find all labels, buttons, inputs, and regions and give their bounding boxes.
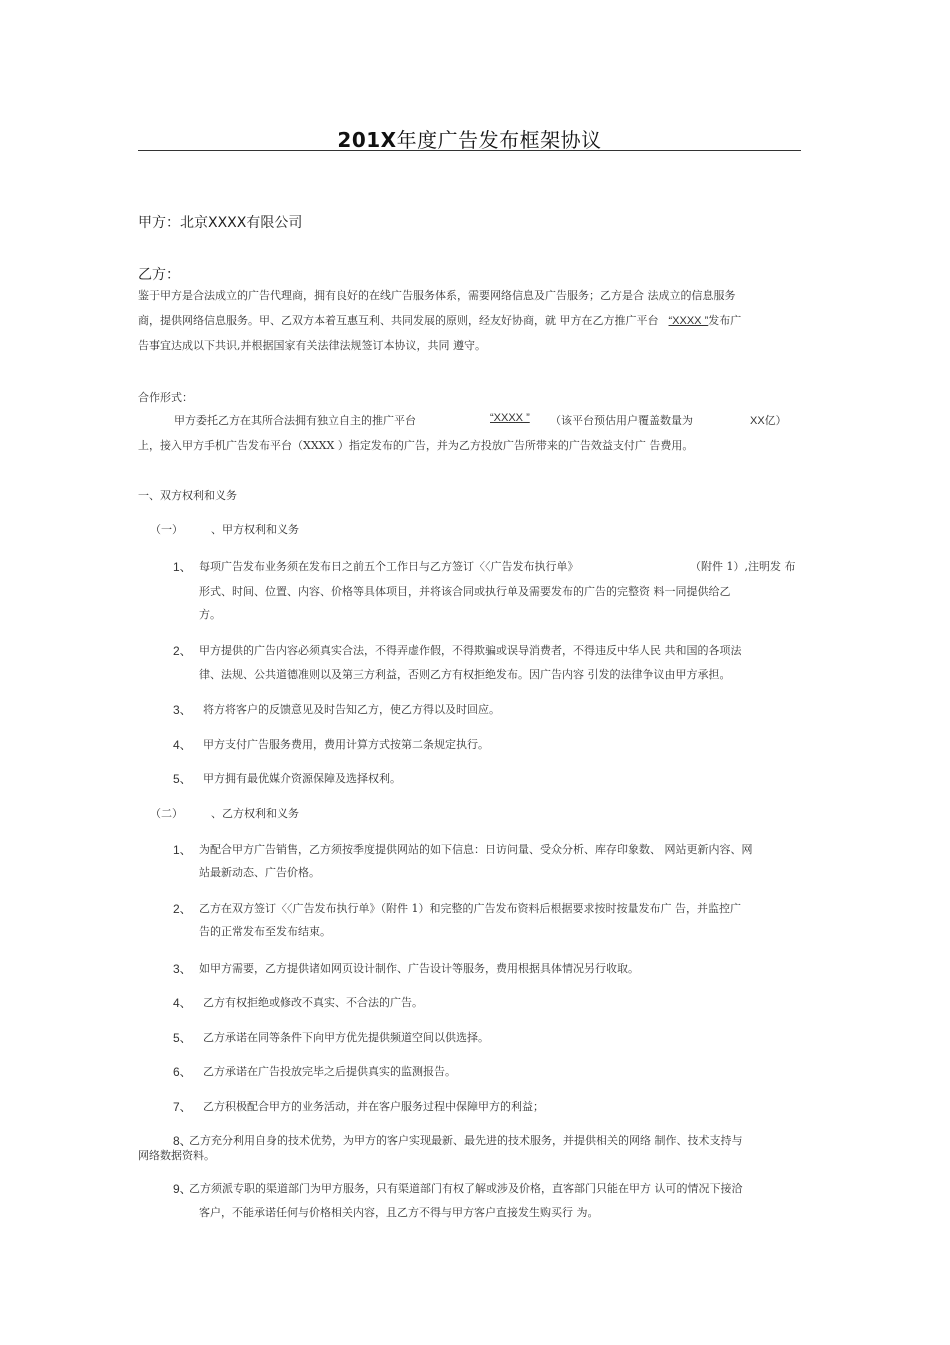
a-item-4-num: 4、: [173, 738, 192, 752]
a-item-1-line-2: 形式、时间、位置、内容、价格等具体项目，并将该合同或执行单及需要发布的广告的完整资 料一同提供给乙: [199, 585, 731, 598]
b-item-2-line-2: 告的正常发布至发布结束。: [199, 925, 331, 938]
sub-a-number: （一）: [150, 523, 183, 536]
coop-line-2: 上，接入甲方手机广告发布平台（XXXX ）指定发布的广告，并为乙方投放广告所带来的广告效益支付广 告费用。: [138, 439, 694, 452]
b-item-4-num: 4、: [173, 996, 192, 1010]
b-item-9-num: 9、: [173, 1182, 192, 1196]
coop-line-1a: 甲方委托乙方在其所合法拥有独立自主的推广平台: [174, 414, 416, 427]
b-item-7-line-1: 乙方积极配合甲方的业务活动，并在客户服务过程中保障甲方的利益；: [203, 1100, 544, 1113]
sub-a-title: 、甲方权利和义务: [211, 523, 299, 536]
a-item-5-line-1: 甲方拥有最优媒介资源保障及选择权利。: [203, 772, 401, 785]
a-item-5-num: 5、: [173, 772, 192, 786]
coop-heading: 合作形式：: [138, 391, 193, 404]
coop-line-1c: （该平台预估用户覆盖数量为: [550, 414, 693, 427]
platform-name: “XXXX ”: [668, 315, 709, 327]
b-item-6-num: 6、: [173, 1065, 192, 1079]
b-item-3-line-1: 如甲方需要，乙方提供诸如网页设计制作、广告设计等服务，费用根据具体情况另行收取。: [199, 962, 639, 975]
sub-b-number: （二）: [150, 807, 183, 820]
a-item-4-line-1: 甲方支付广告服务费用，费用计算方式按第二条规定执行。: [203, 738, 489, 751]
preamble-line-2-text: 商，提供网络信息服务。甲、乙双方本着互惠互利、共同发展的原则，经友好协商，就 甲方在乙方推广平台: [138, 314, 659, 327]
section-1-heading: 一、双方权利和义务: [138, 489, 237, 502]
b-item-2-line-1: 乙方在双方签订〈〈广告发布执行单》（附件 1）和完整的广告发布资料后根据要求按时按量发布广 告，并监控广: [199, 902, 741, 915]
document-title: [138, 124, 801, 153]
b-item-7-num: 7、: [173, 1100, 192, 1114]
preamble-line-3: 告事宜达成以下共识,并根据国家有关法律法规签订本协议，共同 遵守。: [138, 339, 486, 352]
a-item-1-line-1: 每项广告发布业务须在发布日之前五个工作日与乙方签订〈〈广告发布执行单》: [199, 560, 579, 573]
a-item-3-line-1: 将方将客户的反馈意见及时告知乙方，使乙方得以及时回应。: [203, 703, 500, 716]
a-item-1-line-1b: （附件 1）,注明发 布: [690, 560, 796, 573]
a-item-3-num: 3、: [173, 703, 192, 717]
preamble-line-1: 鉴于甲方是合法成立的广告代理商，拥有良好的在线广告服务体系，需要网络信息及广告服务；乙方是合 法成立的信息服务: [138, 289, 736, 302]
title-underline: [138, 150, 801, 151]
a-item-2-line-1: 甲方提供的广告内容必须真实合法，不得弄虚作假，不得欺骗或误导消费者，不得违反中华人民 共和国的各项法: [199, 644, 742, 657]
b-item-6-line-1: 乙方承诺在广告投放完毕之后提供真实的监测报告。: [203, 1065, 456, 1078]
a-item-2-num: 2、: [173, 644, 192, 658]
title-year: 201X: [337, 128, 397, 152]
a-item-2-line-2: 律、法规、公共道德准则以及第三方利益，否则乙方有权拒绝发布。因广告内容 引发的法律争议由甲方承担。: [199, 668, 731, 681]
party-a: 甲方：北京XXXX有限公司: [138, 215, 303, 231]
b-item-1-num: 1、: [173, 843, 192, 857]
b-item-4-line-1: 乙方有权拒绝或修改不真实、不合法的广告。: [203, 996, 423, 1009]
b-item-9-line-2: 客户，不能承诺任何与价格相关内容，且乙方不得与甲方客户直接发生购买行 为。: [199, 1206, 599, 1219]
b-item-1-line-1: 为配合甲方广告销售，乙方须按季度提供网站的如下信息：日访问量、受众分析、库存印象数、 网站更新内容、网: [199, 843, 753, 856]
b-item-8-line-2: 网络数据资料。: [138, 1149, 215, 1162]
b-item-5-num: 5、: [173, 1031, 192, 1045]
b-item-2-num: 2、: [173, 902, 192, 916]
preamble-line-2-end: 发布广: [708, 314, 742, 327]
title-text: 年度广告发布框架协议: [396, 128, 602, 152]
preamble-line-2: [138, 308, 741, 334]
b-item-9-line-1: 乙方须派专职的渠道部门为甲方服务，只有渠道部门有权了解或涉及价格，直客部门只能在甲方 认可的情况下接洽: [189, 1182, 743, 1195]
b-item-8-num: 8、: [173, 1134, 192, 1148]
b-item-3-num: 3、: [173, 962, 192, 976]
b-item-5-line-1: 乙方承诺在同等条件下向甲方优先提供频道空间以供选择。: [203, 1031, 489, 1044]
a-item-1-line-3: 方。: [199, 608, 221, 621]
coop-line-1d: XX亿）: [750, 415, 787, 427]
b-item-1-line-2: 站最新动态、广告价格。: [199, 866, 320, 879]
a-item-1-num: 1、: [173, 560, 192, 574]
b-item-8-line-1: 乙方充分利用自身的技术优势，为甲方的客户实现最新、最先进的技术服务，并提供相关的网络 制作、技术支持与: [189, 1134, 743, 1147]
coop-platform: “XXXX ”: [490, 412, 530, 424]
party-b: 乙方：: [138, 267, 180, 283]
sub-b-title: 、乙方权利和义务: [211, 807, 299, 820]
